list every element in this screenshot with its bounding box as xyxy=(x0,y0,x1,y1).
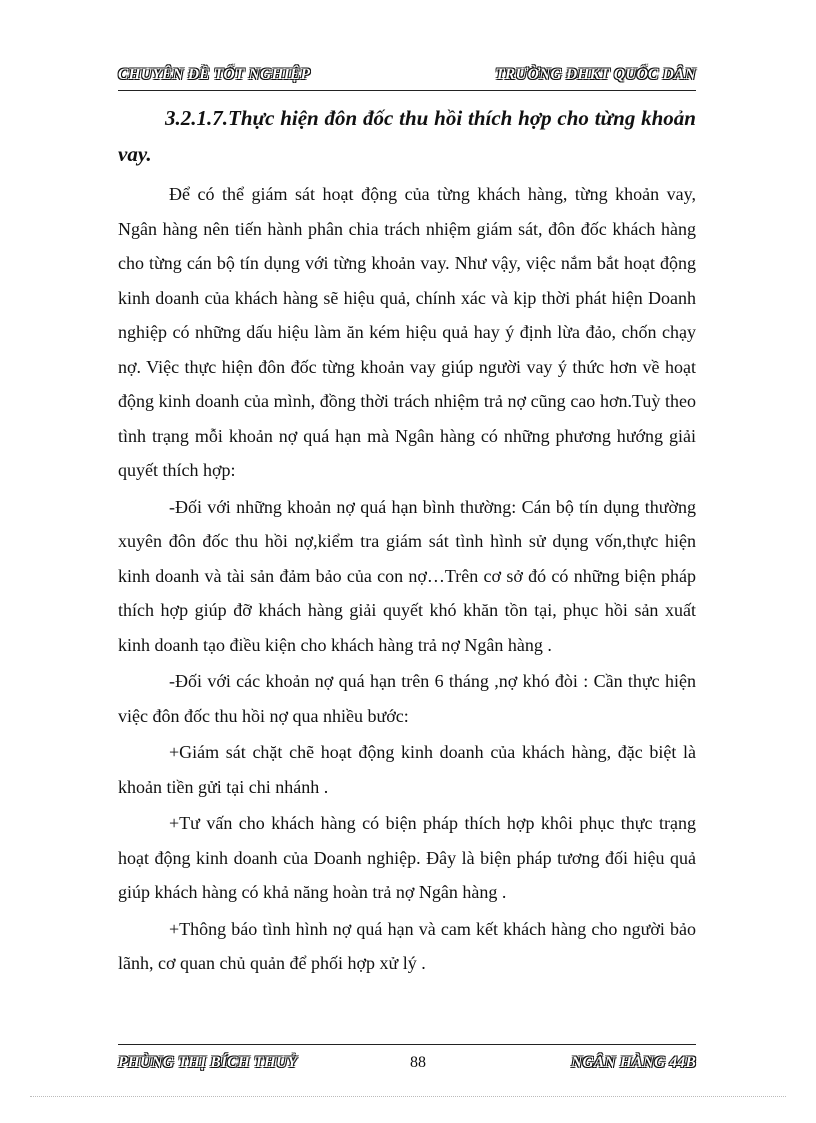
page-bottom-divider xyxy=(30,1096,786,1097)
page-footer xyxy=(118,1044,696,1076)
footer-class: NGÂN HÀNG 44B xyxy=(571,1054,696,1071)
body-paragraph: -Đối với các khoản nợ quá hạn trên 6 tháng ,nợ khó đòi : Cần thực hiện việc đôn đốc thu hồi nợ qua nhiều bước: xyxy=(118,671,696,726)
body-paragraph: +Thông báo tình hình nợ quá hạn và cam kết khách hàng cho người bảo lãnh, cơ quan chủ quản để phối hợp xử lý . xyxy=(118,918,696,973)
footer-rule xyxy=(118,1044,696,1045)
section-heading: 3.2.1.7.Thực hiện đôn đốc thu hồi thích hợp cho từng khoản vay. xyxy=(118,106,696,166)
header-rule xyxy=(118,90,696,91)
body-paragraph: +Tư vấn cho khách hàng có biện pháp thích hợp khôi phục thực trạng hoạt động kinh doanh của Doanh nghiệp. Đây là biện pháp tương đối hiệu quả giúp khách hàng có khả năng hoàn trả nợ Ngân hàng . xyxy=(118,813,696,902)
body-paragraph: +Giám sát chặt chẽ hoạt động kinh doanh của khách hàng, đặc biệt là khoản tiền gửi tại chi nhánh . xyxy=(118,742,696,797)
footer-author: PHÙNG THỊ BÍCH THUỶ xyxy=(118,1054,298,1071)
body-paragraph: Để có thể giám sát hoạt động của từng khách hàng, từng khoản vay, Ngân hàng nên tiến hành phân chia trách nhiệm giám sát, đôn đốc khách hàng cho từng cán bộ tín dụng với từng khoản vay. Như vậy, việc nắm bắt hoạt động kinh doanh của khách hàng sẽ hiệu quả, chính xác và kịp thời phát hiện Doanh nghiệp có những dấu hiệu làm ăn kém hiệu quả hay ý định lừa đảo, chốn chạy nợ. Việc thực hiện đôn đốc từng khoản vay giúp người vay ý thức hơn về hoạt động kinh doanh của mình, đồng thời trách nhiệm trả nợ cũng cao hơn.Tuỳ theo tình trạng mỗi khoản nợ quá hạn mà Ngân hàng có những phương hướng giải quyết thích hợp: xyxy=(118,184,696,480)
body-paragraph: -Đối với những khoản nợ quá hạn bình thường: Cán bộ tín dụng thường xuyên đôn đốc thu hồi nợ,kiểm tra giám sát tình hình sử dụng vốn,thực hiện kinh doanh và tài sản đảm bảo của con nợ…Trên cơ sở đó có những biện pháp thích hợp giúp đỡ khách hàng giải quyết khó khăn tồn tại, phục hồi sản xuất kinh doanh tạo điều kiện cho khách hàng trả nợ Ngân hàng . xyxy=(118,496,696,655)
page-number: 88 xyxy=(410,1054,426,1071)
header-document-type: CHUYÊN ĐỀ TỐT NGHIỆP xyxy=(118,66,311,83)
header-university: TRƯỜNG ĐHKT QUỐC DÂN xyxy=(495,66,696,83)
page-body xyxy=(118,100,696,981)
page-header xyxy=(118,66,696,92)
